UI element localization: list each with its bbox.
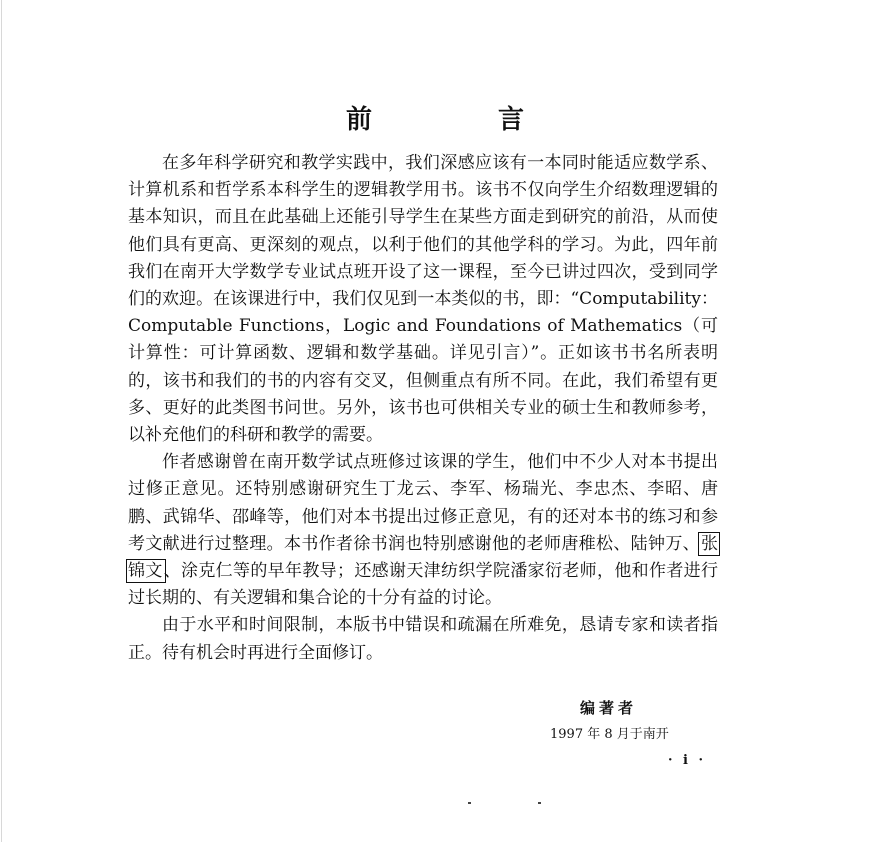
author-signature: 编著者 <box>580 699 638 717</box>
page-number: · i · <box>668 753 707 768</box>
speck <box>538 802 541 804</box>
paragraph-1: 在多年科学研究和教学实践中，我们深感应该有一本同时能适应数学系、计算机系和哲学系本科学生的逻辑教学用书。该书不仅向学生介绍数理逻辑的基本知识，而且在此基础上还能引导学生在某些方面走到研究的前沿，从而使他们具有更高、更深刻的观点，以利于他们的其他学科的学习。为此，四年前我们在南开大学数学专业试点班开设了这一课程，至今已讲过四次，受到同学们的欢迎。在该课进行中，我们仅见到一本类似的书，即：“Computability：Computable Functions，Logic and Foundations of Mathematics（可计算性：可计算函数、逻辑和数学基础。详见引言）”。正如该书书名所表明的，该书和我们的书的内容有交叉，但侧重点有所不同。在此，我们希望有更多、更好的此类图书问世。另外，该书也可供相关专业的硕士生和教师参考，以补充他们的科研和教学的需要。 <box>128 153 718 446</box>
paragraph-2 <box>128 449 718 612</box>
paragraph-2-text-a: 作者感谢曾在南开数学试点班修过该课的学生，他们中不少人对本书提出过修正意见。还特别感谢研究生丁龙云、李军、杨瑞光、李忠杰、李昭、唐鹏、武锦华、邵峰等，他们对本书提出过修正意见，有的还对本书的练习和参考文献进行过整理。本书作者徐书润也特别感谢他的老师唐稚松、陆钟万、 <box>128 452 718 554</box>
page-title: 前 言 <box>345 105 574 135</box>
boxed-name-highlight: 张锦文 <box>128 533 718 582</box>
speck <box>468 802 471 804</box>
paragraph-3: 由于水平和时间限制，本版书中错误和疏漏在所难免，恳请专家和读者指正。待有机会时再进行全面修订。 <box>128 615 718 663</box>
preface-body <box>128 150 718 667</box>
scan-specks <box>468 802 548 808</box>
date-place: 1997 年 8 月于南开 <box>550 727 669 742</box>
paragraph-2-text-b: 、涂克仁等的早年教导；还感谢天津纺织学院潘家衍老师，他和作者进行过长期的、有关逻辑和集合论的十分有益的讨论。 <box>128 561 719 609</box>
